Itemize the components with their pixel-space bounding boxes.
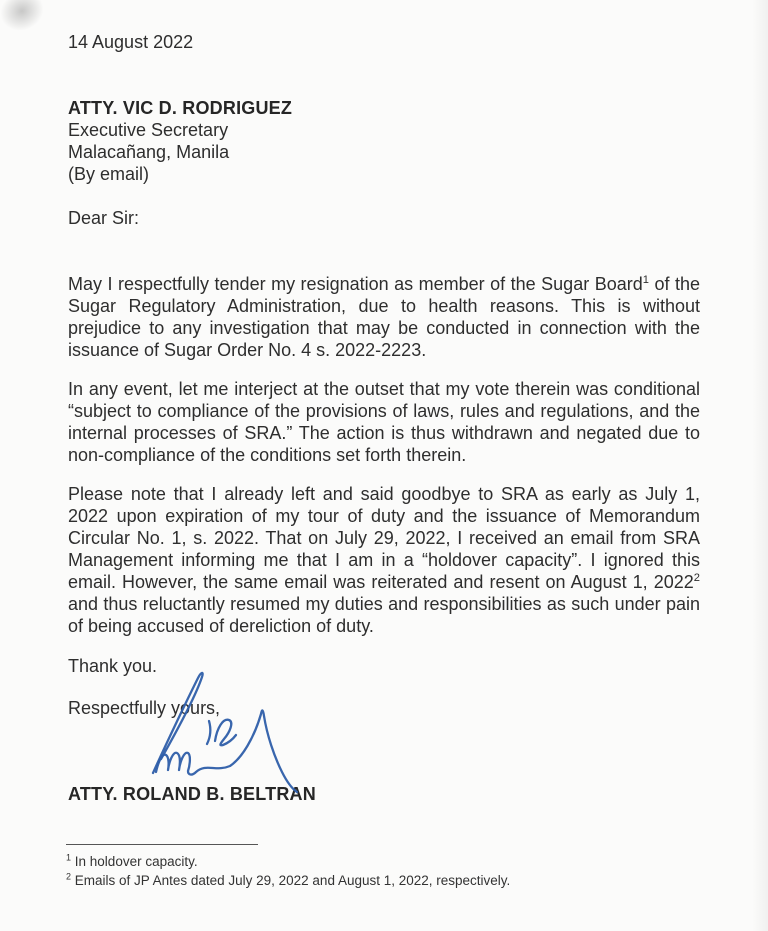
paragraph-1-text-cont: of the Sugar Regulatory Administration, due to health reasons. This is without prejudice to any investigation that may be conducted in connection with the issuance of Sugar Order No. 4 s. 2022-2223. xyxy=(68,274,700,360)
footnotes-block xyxy=(66,844,646,890)
footnote-1-marker: 1 xyxy=(66,852,72,863)
paragraph-3 xyxy=(68,483,700,637)
paragraph-1-text: May I respectfully tender my resignation as member of the Sugar Board xyxy=(68,274,643,294)
paragraph-3-text-cont: and thus reluctantly resumed my duties and responsibilities as such under pain of being accused of dereliction of duty. xyxy=(68,594,700,636)
footnote-2-marker: 2 xyxy=(66,871,72,882)
recipient-delivery: (By email) xyxy=(68,164,150,184)
footnote-1-text: In holdover capacity. xyxy=(74,854,198,869)
footnote-1 xyxy=(66,852,646,871)
footnote-2 xyxy=(66,871,646,890)
footnote-separator xyxy=(66,844,258,845)
signer-name: ATTY. ROLAND B. BELTRAN xyxy=(68,784,316,804)
paragraph-2: In any event, let me interject at the outset that my vote therein was conditional “subject to compliance of the provisions of laws, rules and regulations, and the internal processes of SRA.” The action is thus withdrawn and negated due to non-compliance of the conditions set forth therein. xyxy=(68,379,700,465)
thank-you-line: Thank you. xyxy=(68,656,158,676)
paragraph-3-text: Please note that I already left and said goodbye to SRA as early as July 1, 2022 upon expiration of my tour of duty and the issuance of Memorandum Circular No. 1, s. 2022. That on July 29, 2022, I received an email from SRA Management informing me that I am in a “holdover capacity”. I ignored this email. However, the same email was reiterated and resent on August 1, 2022 xyxy=(68,484,700,592)
footnote-ref-2: 2 xyxy=(693,572,700,584)
recipient-block xyxy=(68,97,700,185)
footnote-2-text: Emails of JP Antes dated July 29, 2022 and August 1, 2022, respectively. xyxy=(74,873,511,888)
letter-date: 14 August 2022 xyxy=(68,32,194,52)
recipient-title: Executive Secretary xyxy=(68,120,229,140)
recipient-name: ATTY. VIC D. RODRIGUEZ xyxy=(68,98,293,118)
salutation: Dear Sir: xyxy=(68,208,140,228)
scan-smudge xyxy=(0,0,50,38)
recipient-location: Malacañang, Manila xyxy=(68,142,230,162)
footnote-ref-1: 1 xyxy=(642,274,649,286)
paragraph-1 xyxy=(68,273,700,361)
closing-line: Respectfully yours, xyxy=(68,698,221,718)
